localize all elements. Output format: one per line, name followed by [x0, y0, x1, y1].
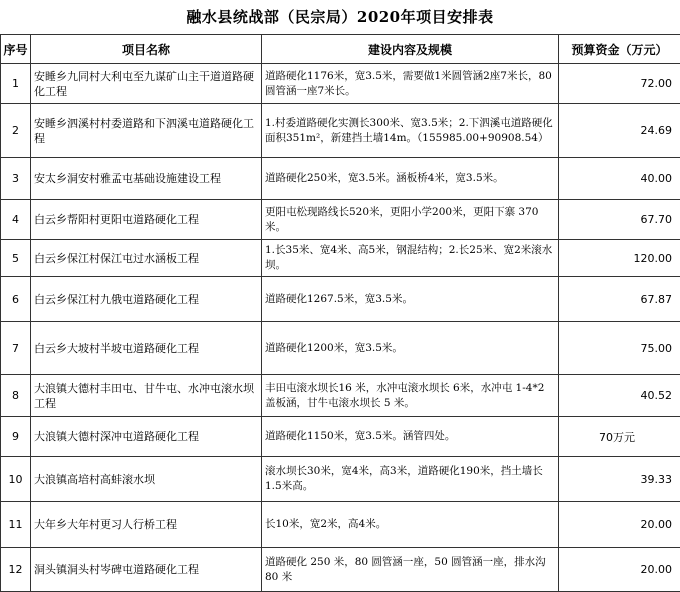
- project-content: 丰田屯滚水坝长16 米，水冲屯滚水坝长 6米，水冲屯 1-4*2 盖板涵，甘牛屯滚水坝长 5 米。: [262, 375, 559, 417]
- project-budget: 67.87: [559, 277, 680, 322]
- project-budget: 120.00: [559, 240, 680, 277]
- row-num: 8: [1, 375, 31, 417]
- table-row: [1, 457, 680, 502]
- project-content: 1.长35米、宽4米、高5米，钢混结构；2.长25米、宽2米滚水坝。: [262, 240, 559, 277]
- project-name: 白云乡保江村九俄屯道路硬化工程: [31, 277, 262, 322]
- project-budget: 75.00: [559, 322, 680, 375]
- project-content: 道路硬化1176米，宽3.5米，需要做1米圆管涵2座7米长，80圆管涵一座7米长。: [262, 64, 559, 104]
- header-row: [1, 35, 680, 64]
- project-content: 长10米，宽2米，高4米。: [262, 502, 559, 548]
- table-row: [1, 104, 680, 158]
- table-title: 融水县统战部（民宗局）2020年项目安排表: [186, 8, 494, 26]
- project-content: 道路硬化1267.5米，宽3.5米。: [262, 277, 559, 322]
- row-num: 11: [1, 502, 31, 548]
- table-row: [1, 417, 680, 457]
- header-budget: 预算资金（万元）: [559, 35, 680, 64]
- project-name: 安睡乡泗溪村村委道路和下泗溪屯道路硬化工程: [31, 104, 262, 158]
- table-row: [1, 502, 680, 548]
- table-row: [1, 277, 680, 322]
- project-content: 道路硬化1200米，宽3.5米。: [262, 322, 559, 375]
- project-name: 白云乡保江村保江屯过水涵板工程: [31, 240, 262, 277]
- project-content: 更阳屯松现路线长520米，更阳小学200米，更阳下寨 370米。: [262, 200, 559, 240]
- project-name: 大年乡大年村更习人行桥工程: [31, 502, 262, 548]
- project-content: 道路硬化250米，宽3.5米。涵板桥4米，宽3.5米。: [262, 158, 559, 200]
- row-num: 9: [1, 417, 31, 457]
- project-name: 白云乡帮阳村更阳屯道路硬化工程: [31, 200, 262, 240]
- table-row: [1, 548, 680, 592]
- project-name: 安太乡洞安村雅孟屯基础设施建设工程: [31, 158, 262, 200]
- row-num: 10: [1, 457, 31, 502]
- table-row: [1, 158, 680, 200]
- project-content: 道路硬化1150米，宽3.5米。涵管四处。: [262, 417, 559, 457]
- row-num: 12: [1, 548, 31, 592]
- table-row: [1, 64, 680, 104]
- row-num: 7: [1, 322, 31, 375]
- row-num: 1: [1, 64, 31, 104]
- project-budget: 72.00: [559, 64, 680, 104]
- header-name: 项目名称: [31, 35, 262, 64]
- table-row: [1, 375, 680, 417]
- table-row: [1, 322, 680, 375]
- project-budget: 20.00: [559, 502, 680, 548]
- project-content: 道路硬化 250 米，80 圆管涵一座，50 圆管涵一座，排水沟 80 米: [262, 548, 559, 592]
- project-budget: 39.33: [559, 457, 680, 502]
- project-name: 安睡乡九同村大利屯至九谋矿山主干道道路硬化工程: [31, 64, 262, 104]
- table-row: [1, 200, 680, 240]
- project-budget: 67.70: [559, 200, 680, 240]
- project-table: [0, 34, 680, 592]
- row-num: 6: [1, 277, 31, 322]
- header-content: 建设内容及规模: [262, 35, 559, 64]
- header-num: 序号: [1, 35, 31, 64]
- project-budget: 20.00: [559, 548, 680, 592]
- project-budget: 40.52: [559, 375, 680, 417]
- row-num: 2: [1, 104, 31, 158]
- project-name: 大浪镇大德村丰田屯、甘牛屯、水冲屯滚水坝工程: [31, 375, 262, 417]
- table-row: [1, 240, 680, 277]
- project-content: 滚水坝长30米，宽4米，高3米，道路硬化190米，挡土墙长1.5米高。: [262, 457, 559, 502]
- project-name: 大浪镇高培村高蚌滚水坝: [31, 457, 262, 502]
- project-budget: 40.00: [559, 158, 680, 200]
- row-num: 4: [1, 200, 31, 240]
- project-name: 大浪镇大德村深冲屯道路硬化工程: [31, 417, 262, 457]
- row-num: 3: [1, 158, 31, 200]
- project-budget: 24.69: [559, 104, 680, 158]
- project-budget: 70万元: [559, 417, 680, 457]
- project-name: 洞头镇洞头村岑碑屯道路硬化工程: [31, 548, 262, 592]
- project-name: 白云乡大坡村半坡屯道路硬化工程: [31, 322, 262, 375]
- row-num: 5: [1, 240, 31, 277]
- project-content: 1.村委道路硬化实测长300米、宽3.5米；2.下泗溪屯道路硬化面积351m²，新建挡土墙14m。（155985.00+90908.54）: [262, 104, 559, 158]
